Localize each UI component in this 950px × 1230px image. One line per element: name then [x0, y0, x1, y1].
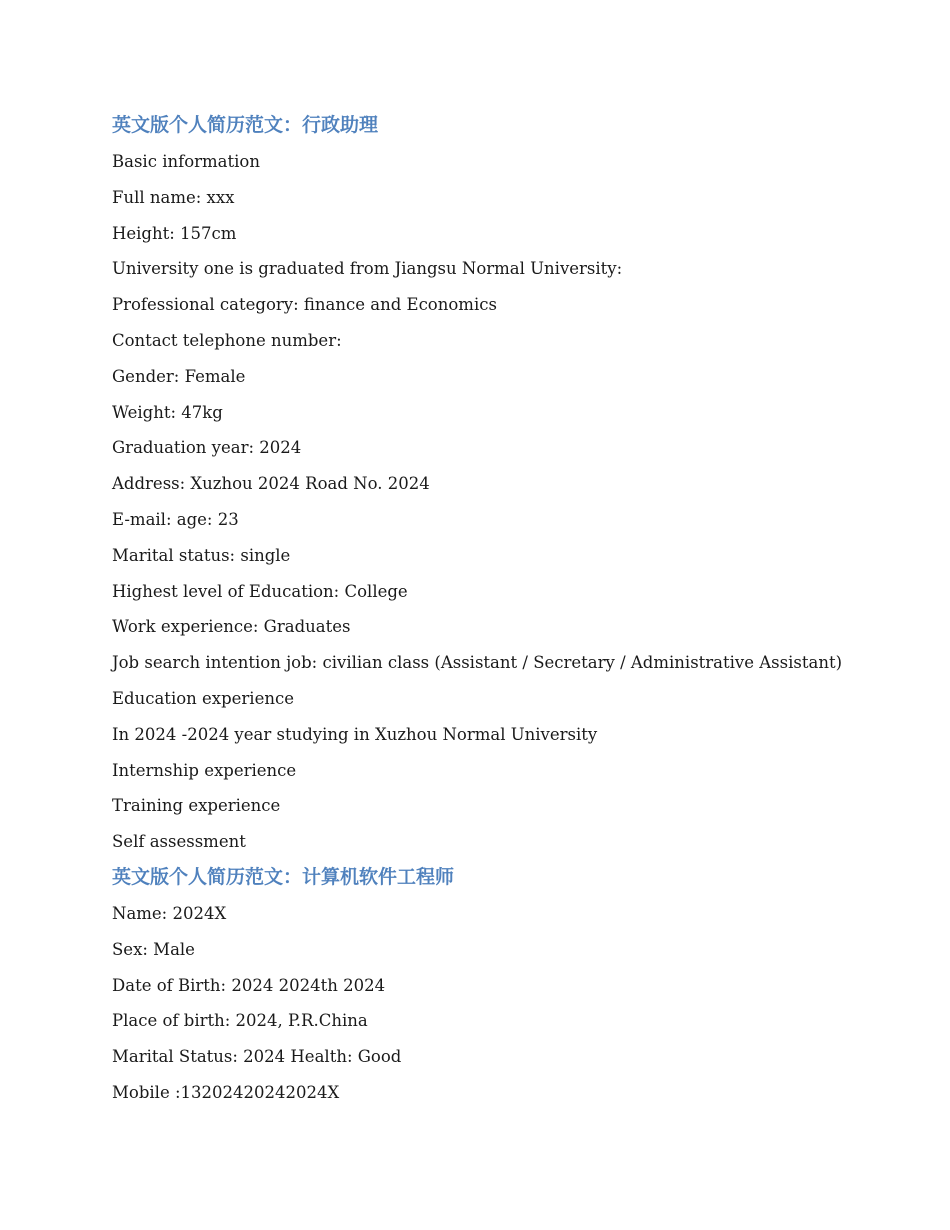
text-line: University one is graduated from Jiangsu Normal University: [112, 259, 623, 279]
text-line: Self assessment [112, 832, 246, 852]
text-line: Training experience [112, 796, 281, 816]
document-content [112, 108, 872, 1111]
text-line: Marital status: single [112, 545, 291, 565]
section-heading-admin-assistant: 英文版个人简历范文：行政助理 [112, 114, 379, 136]
text-line: Highest level of Education: College [112, 581, 408, 601]
text-line: Height: 157cm [112, 223, 237, 243]
text-line: Contact telephone number: [112, 330, 342, 350]
text-line: Work experience: Graduates [112, 617, 351, 637]
text-line: Basic information [112, 152, 260, 171]
text-line: Sex: Male [112, 939, 195, 959]
text-line: Place of birth: 2024, P.R.China [112, 1011, 368, 1031]
section-heading-software-engineer: 英文版个人简历范文：计算机软件工程师 [112, 865, 455, 888]
text-line: Professional category: finance and Economics [112, 295, 497, 315]
text-line: Marital Status: 2024 Health: Good [112, 1047, 402, 1067]
text-line: Address: Xuzhou 2024 Road No. 2024 [112, 474, 430, 494]
text-line: In 2024 -2024 year studying in Xuzhou Normal University [112, 724, 598, 744]
text-line: Full name: xxx [112, 187, 235, 207]
text-line: Date of Birth: 2024 2024th 2024 [112, 975, 386, 995]
text-line: E-mail: age: 23 [112, 509, 239, 529]
text-line: Name: 2024X [112, 903, 227, 923]
text-line: Internship experience [112, 760, 297, 780]
text-line: Gender: Female [112, 366, 246, 386]
text-line: Job search intention job: civilian class (Assistant / Secretary / Administrative Assistant) [112, 653, 843, 673]
text-line: Weight: 47kg [112, 402, 223, 422]
text-line: Education experience [112, 688, 294, 708]
text-line: Mobile :13202420242024X [112, 1082, 340, 1102]
text-line: Graduation year: 2024 [112, 438, 302, 458]
